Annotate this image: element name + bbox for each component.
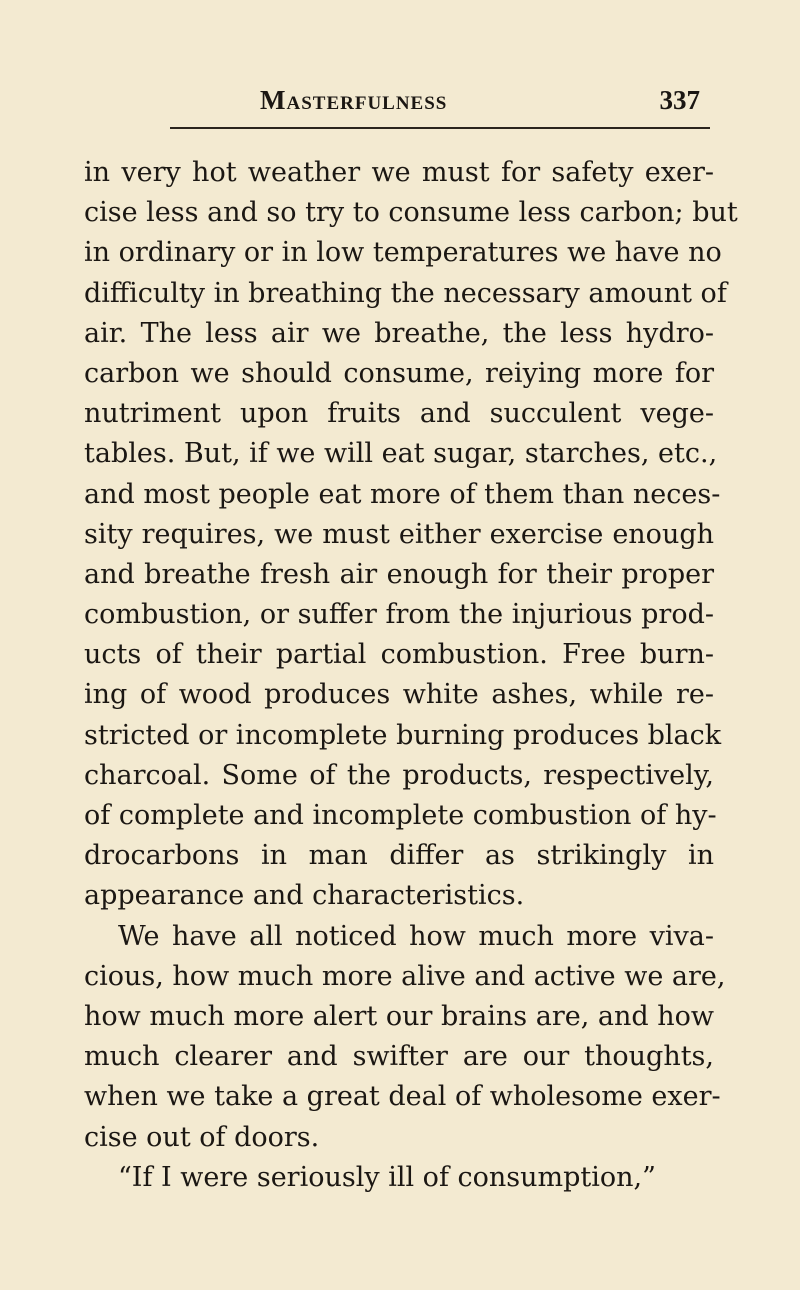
text-line: We have all noticed how much more viva-	[118, 920, 714, 952]
text-line: and most people eat more of them than neces-	[84, 478, 721, 510]
text-line: when we take a great deal of wholesome exer-	[84, 1081, 721, 1113]
text-line: drocarbons in man differ as strikingly in	[84, 840, 714, 872]
text-line: in ordinary or in low temperatures we have no	[84, 237, 722, 269]
text-line: cise out of doors.	[84, 1121, 320, 1153]
text-line: “If I were seriously ill of consumption,”	[118, 1161, 656, 1193]
text-line: difficulty in breathing the necessary amount of	[84, 277, 727, 309]
text-line: cious, how much more alive and active we are,	[84, 960, 726, 992]
text-line: sity requires, we must either exercise enough	[84, 518, 714, 550]
text-line: nutriment upon fruits and succulent vege-	[84, 398, 714, 430]
text-line: charcoal. Some of the products, respectively,	[84, 759, 714, 791]
text-line: carbon we should consume, reiying more for	[84, 357, 714, 389]
text-line: of complete and incomplete combustion of hy-	[84, 800, 717, 831]
text-line: combustion, or suffer from the injurious prod-	[84, 599, 714, 631]
text-line: stricted or incomplete burning produces black	[84, 719, 722, 751]
text-line: appearance and characteristics.	[84, 880, 525, 912]
text-line: cise less and so try to consume less carbon; but	[84, 197, 738, 229]
text-line: how much more alert our brains are, and how	[84, 1000, 714, 1032]
running-head	[170, 80, 700, 120]
text-line: air. The less air we breathe, the less hydro-	[84, 317, 714, 349]
text-line: tables. But, if we will eat sugar, starches, etc.,	[84, 438, 718, 470]
header-rule	[170, 127, 710, 129]
text-line: ing of wood produces white ashes, while re-	[84, 679, 714, 711]
text-line: ucts of their partial combustion. Free burn-	[84, 639, 714, 671]
text-line: and breathe fresh air enough for their proper	[84, 558, 714, 590]
running-title: Masterfulness	[260, 85, 448, 115]
body-text	[84, 153, 738, 1198]
text-line: in very hot weather we must for safety exer-	[84, 157, 714, 188]
page-number: 337	[659, 85, 700, 115]
text-line: much clearer and swifter are our thoughts,	[84, 1041, 714, 1073]
